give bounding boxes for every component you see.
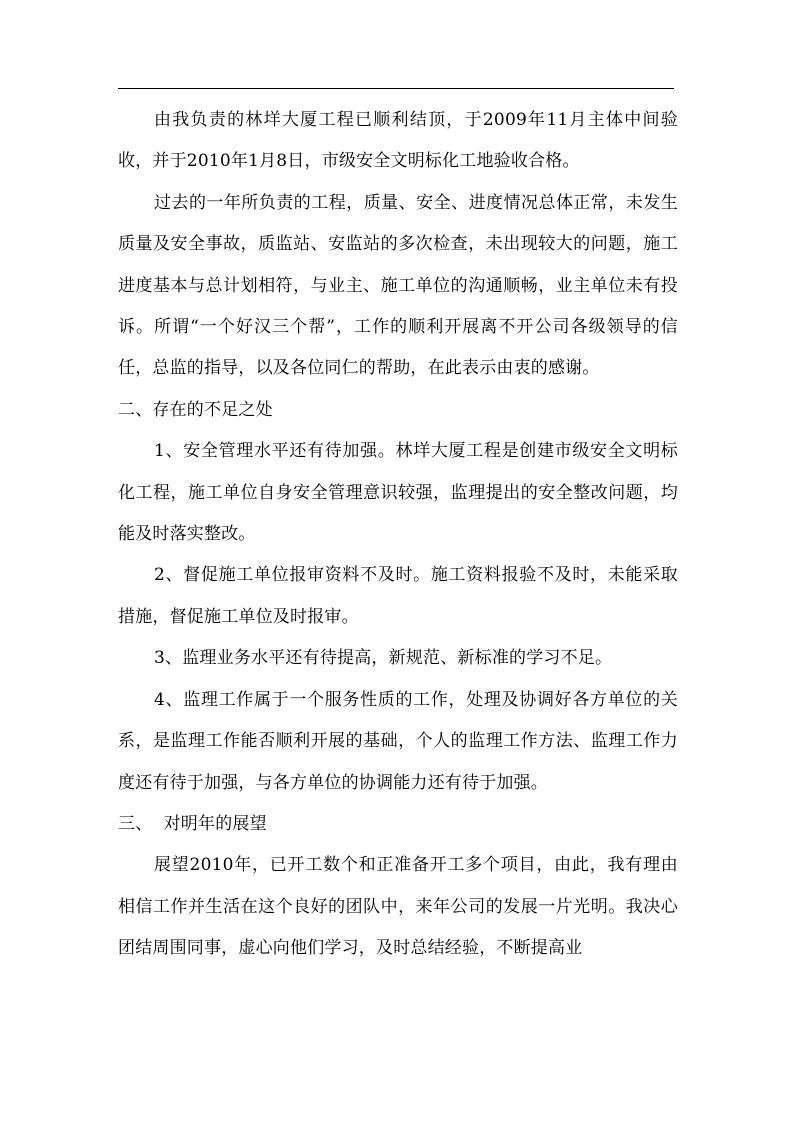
paragraph-item-4: 4、监理工作属于一个服务性质的工作，处理及协调好各方单位的关系，是监理工作能否顺利开展的基础，个人的监理工作方法、监理工作力度还有待于加强，与各方单位的协调能力还有待于加强。	[118, 689, 678, 793]
paragraph-outlook: 展望2010年，已开工数个和正准备开工多个项目，由此，我有理由相信工作并生活在这个良好的团队中，来年公司的发展一片光明。我决心团结周围同事，虚心向他们学习，及时总结经验，不断提高业	[118, 855, 678, 959]
header-rule	[118, 88, 674, 89]
section-heading-outlook: 三、 对明年的展望	[118, 813, 267, 834]
paragraph-item-3: 3、监理业务水平还有待提高，新规范、新标准的学习不足。	[154, 648, 613, 669]
section-heading-shortcomings: 二、存在的不足之处	[118, 399, 273, 420]
paragraph-summary: 过去的一年所负责的工程，质量、安全、进度情况总体正常，未发生质量及安全事故，质监站、安监站的多次检查，未出现较大的问题，施工进度基本与总计划相符，与业主、施工单位的沟通顺畅，业主单位未有投诉。所谓“一个好汉三个帮”，工作的顺利开展离不开公司各级领导的信任，总监的指导，以及各位同仁的帮助，在此表示由衷的感谢。	[118, 192, 678, 379]
paragraph-completion: 由我负责的林垟大厦工程已顺利结顶，于2009年11月主体中间验收，并于2010年1月8日，市级安全文明标化工地验收合格。	[118, 110, 678, 172]
document-body	[118, 100, 678, 970]
paragraph-item-1: 1、安全管理水平还有待加强。林垟大厦工程是创建市级安全文明标化工程，施工单位自身安全管理意识较强，监理提出的安全整改问题，均能及时落实整改。	[118, 441, 678, 545]
paragraph-item-2: 2、督促施工单位报审资料不及时。施工资料报验不及时，未能采取措施，督促施工单位及时报审。	[118, 565, 678, 627]
